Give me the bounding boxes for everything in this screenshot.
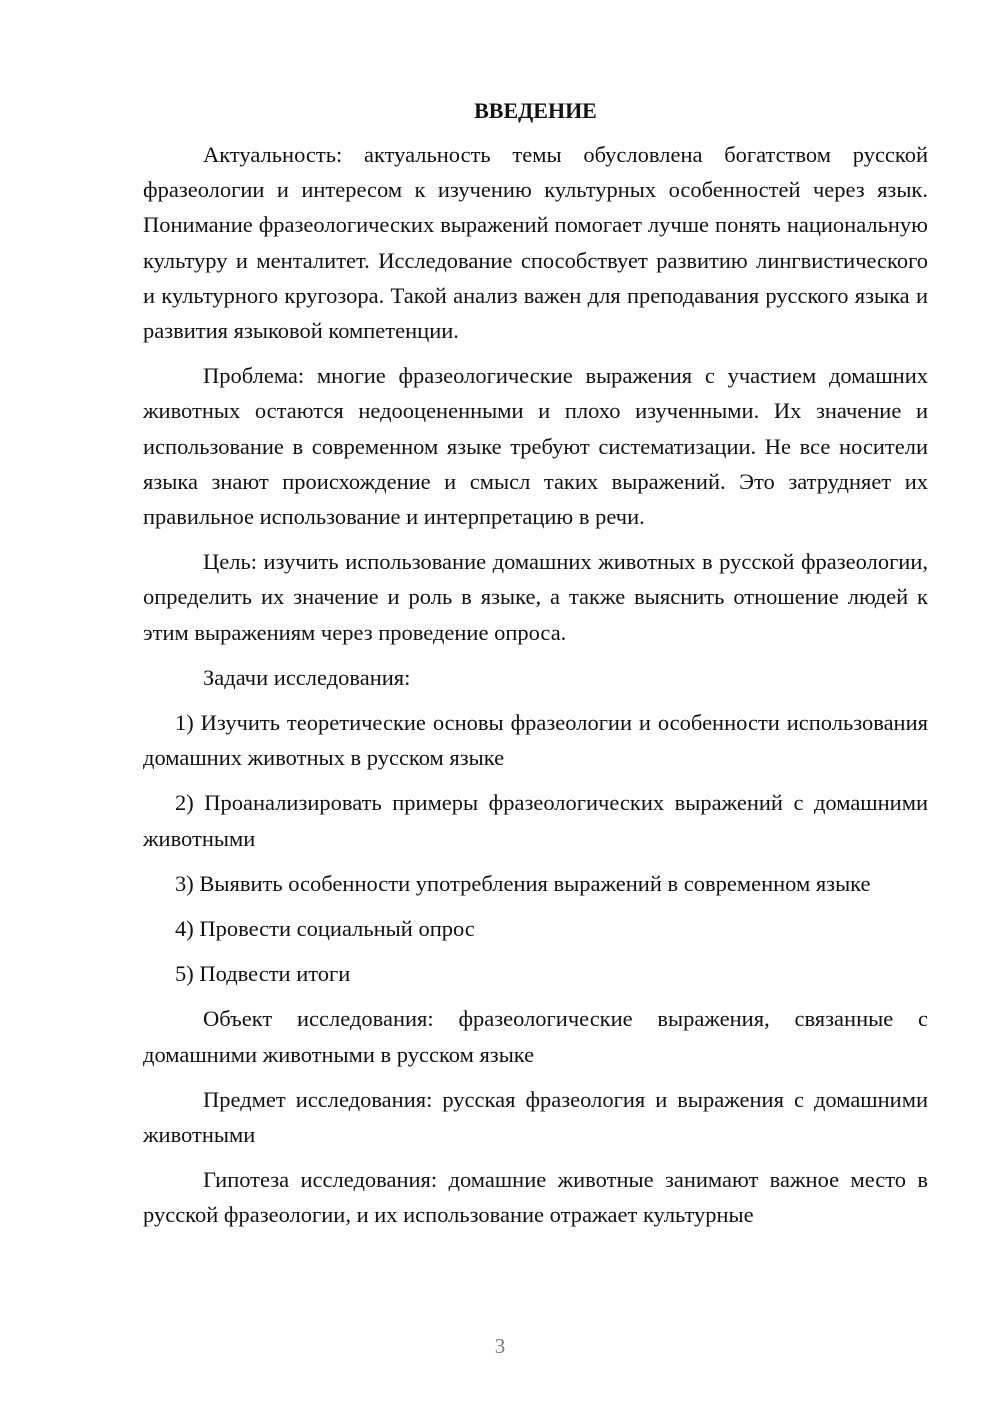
task-item-1: 1) Изучить теоретические основы фразеологии и особенности использования домашних животных в русском языке: [143, 710, 928, 771]
task-item-3: 3) Выявить особенности употребления выражений в современном языке: [175, 870, 871, 896]
page-title: ВВЕДЕНИЕ: [474, 98, 597, 123]
paragraph-tasks-heading: Задачи исследования:: [203, 664, 411, 690]
task-item-4: 4) Провести социальный опрос: [175, 916, 475, 942]
task-item-2: 2) Проанализировать примеры фразеологических выражений с домашними животными: [143, 790, 928, 851]
document-page: [143, 95, 928, 1243]
paragraph-goal: Цель: изучить использование домашних животных в русской фразеологии, определить их значение и роль в языке, а также выяснить отношение людей к этим выражениям через проведение опроса.: [143, 549, 928, 645]
paragraph-relevance: Актуальность: актуальность темы обусловлена богатством русской фразеологии и интересом к изучению культурных особенностей через язык. Понимание фразеологических выражений помогает лучше понять национальную культуру и менталитет. Исследование способствует развитию лингвистического и культурного кругозора. Такой анализ важен для преподавания русского языка и развития языковой компетенции.: [143, 142, 928, 344]
paragraph-hypothesis: Гипотеза исследования: домашние животные занимают важное место в русской фразеологии, и их использование отражает культурные: [143, 1167, 928, 1228]
paragraph-subject: Предмет исследования: русская фразеология и выражения с домашними животными: [143, 1086, 928, 1148]
paragraph-problem: Проблема: многие фразеологические выражения с участием домашних животных остаются недооцененными и плохо изученными. Их значение и использование в современном языке требуют систематизации. Не все носители языка знают происхождение и смысл таких выражений. Это затрудняет их правильное использование и интерпретацию в речи.: [143, 363, 928, 530]
task-item-5: 5) Подвести итоги: [175, 961, 351, 987]
paragraph-object: Объект исследования: фразеологические выражения, связанные с домашними животными в русском языке: [143, 1006, 928, 1067]
page-number: 3: [494, 1334, 506, 1358]
